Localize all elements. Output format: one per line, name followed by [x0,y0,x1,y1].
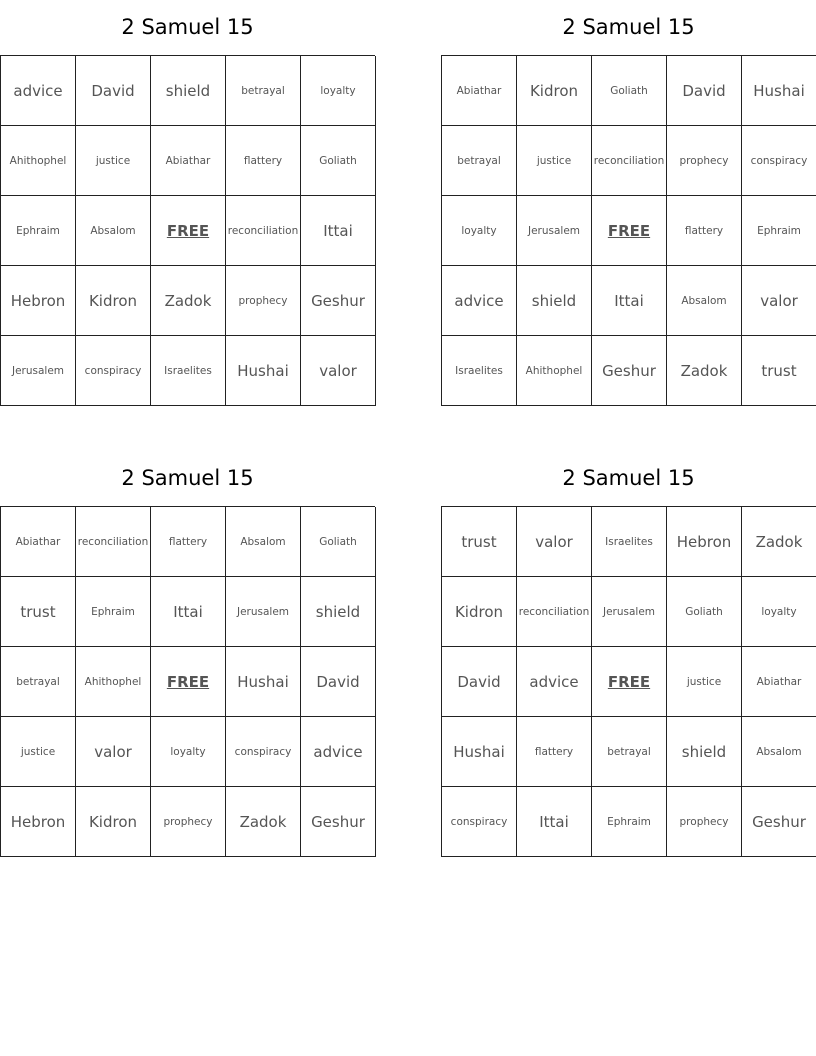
bingo-cell: Ephraim [1,196,76,266]
bingo-cell: shield [667,717,742,787]
bingo-cell: Hushai [226,336,301,406]
bingo-cell: Kidron [442,577,517,647]
bingo-cell: justice [667,647,742,717]
bingo-cell: reconciliation [76,507,151,577]
bingo-cell: flattery [517,717,592,787]
bingo-cell: Abiathar [442,56,517,126]
bingo-cell: reconciliation [592,126,667,196]
bingo-card-2 [441,0,816,406]
bingo-cell: trust [442,507,517,577]
bingo-cell: prophecy [667,787,742,857]
bingo-cell: conspiracy [442,787,517,857]
bingo-cell: Ittai [517,787,592,857]
card-title: 2 Samuel 15 [121,466,254,490]
bingo-cell: David [76,56,151,126]
bingo-cell: Abiathar [742,647,816,717]
bingo-cell: Hebron [1,787,76,857]
bingo-cell: justice [1,717,76,787]
bingo-cell: advice [442,266,517,336]
bingo-cell: trust [742,336,816,406]
bingo-cell: flattery [151,507,226,577]
bingo-cell: Zadok [742,507,816,577]
bingo-cell: Goliath [301,126,376,196]
bingo-cell: Hebron [1,266,76,336]
bingo-cell: David [667,56,742,126]
bingo-cell: Zadok [667,336,742,406]
bingo-cell: Ahithophel [517,336,592,406]
bingo-cell: trust [1,577,76,647]
free-space-cell: FREE [592,647,667,717]
bingo-cell: Ittai [592,266,667,336]
bingo-cell: Jerusalem [517,196,592,266]
bingo-cell: Absalom [76,196,151,266]
bingo-cell: Israelites [442,336,517,406]
bingo-cell: Ahithophel [76,647,151,717]
bingo-grid [441,506,816,857]
bingo-cell: Kidron [517,56,592,126]
bingo-cell: Absalom [226,507,301,577]
bingo-cell: Israelites [592,507,667,577]
bingo-cell: advice [517,647,592,717]
bingo-cell: Abiathar [1,507,76,577]
bingo-cell: loyalty [742,577,816,647]
bingo-cell: Hushai [442,717,517,787]
bingo-cell: betrayal [442,126,517,196]
bingo-cell: betrayal [226,56,301,126]
bingo-cell: Goliath [301,507,376,577]
bingo-cell: Geshur [301,266,376,336]
bingo-cell: Ittai [151,577,226,647]
bingo-cell: valor [742,266,816,336]
free-space-cell: FREE [592,196,667,266]
bingo-cell: Ahithophel [1,126,76,196]
bingo-card-1 [0,0,375,406]
bingo-grid [0,55,375,406]
bingo-cell: valor [301,336,376,406]
bingo-cell: Ephraim [76,577,151,647]
bingo-cell: Jerusalem [592,577,667,647]
bingo-grid [0,506,375,857]
bingo-cell: Ephraim [592,787,667,857]
bingo-cell: shield [151,56,226,126]
free-space-cell: FREE [151,196,226,266]
bingo-cell: justice [517,126,592,196]
bingo-cell: Hebron [667,507,742,577]
free-space-cell: FREE [151,647,226,717]
bingo-cell: conspiracy [742,126,816,196]
card-title: 2 Samuel 15 [121,15,254,39]
bingo-cell: Ephraim [742,196,816,266]
bingo-cell: Geshur [742,787,816,857]
bingo-cell: Goliath [592,56,667,126]
bingo-card-4 [441,451,816,857]
bingo-cell: valor [76,717,151,787]
bingo-cell: Hushai [742,56,816,126]
bingo-cell: Geshur [592,336,667,406]
bingo-cell: flattery [226,126,301,196]
bingo-cell: David [301,647,376,717]
bingo-cell: Jerusalem [226,577,301,647]
bingo-cell: valor [517,507,592,577]
bingo-cell: betrayal [1,647,76,717]
card-title: 2 Samuel 15 [562,15,695,39]
bingo-cell: Goliath [667,577,742,647]
bingo-cell: Ittai [301,196,376,266]
card-title: 2 Samuel 15 [562,466,695,490]
bingo-cell: advice [1,56,76,126]
bingo-cell: Israelites [151,336,226,406]
bingo-cell: conspiracy [226,717,301,787]
bingo-cell: reconciliation [226,196,301,266]
bingo-cell: shield [301,577,376,647]
bingo-cell: shield [517,266,592,336]
bingo-cell: loyalty [151,717,226,787]
bingo-cell: Kidron [76,266,151,336]
bingo-cell: prophecy [226,266,301,336]
bingo-cell: prophecy [151,787,226,857]
bingo-cell: justice [76,126,151,196]
bingo-cell: advice [301,717,376,787]
bingo-cell: flattery [667,196,742,266]
bingo-card-3 [0,451,375,857]
bingo-cell: conspiracy [76,336,151,406]
bingo-cell: Kidron [76,787,151,857]
bingo-cell: betrayal [592,717,667,787]
bingo-cell: Absalom [667,266,742,336]
bingo-cell: Hushai [226,647,301,717]
bingo-cell: David [442,647,517,717]
bingo-cell: Absalom [742,717,816,787]
bingo-grid [441,55,816,406]
bingo-cell: Geshur [301,787,376,857]
bingo-cell: Jerusalem [1,336,76,406]
bingo-cell: prophecy [667,126,742,196]
bingo-cell: loyalty [301,56,376,126]
bingo-cell: Zadok [151,266,226,336]
bingo-cell: Zadok [226,787,301,857]
bingo-cell: reconciliation [517,577,592,647]
bingo-cell: Abiathar [151,126,226,196]
bingo-cell: loyalty [442,196,517,266]
